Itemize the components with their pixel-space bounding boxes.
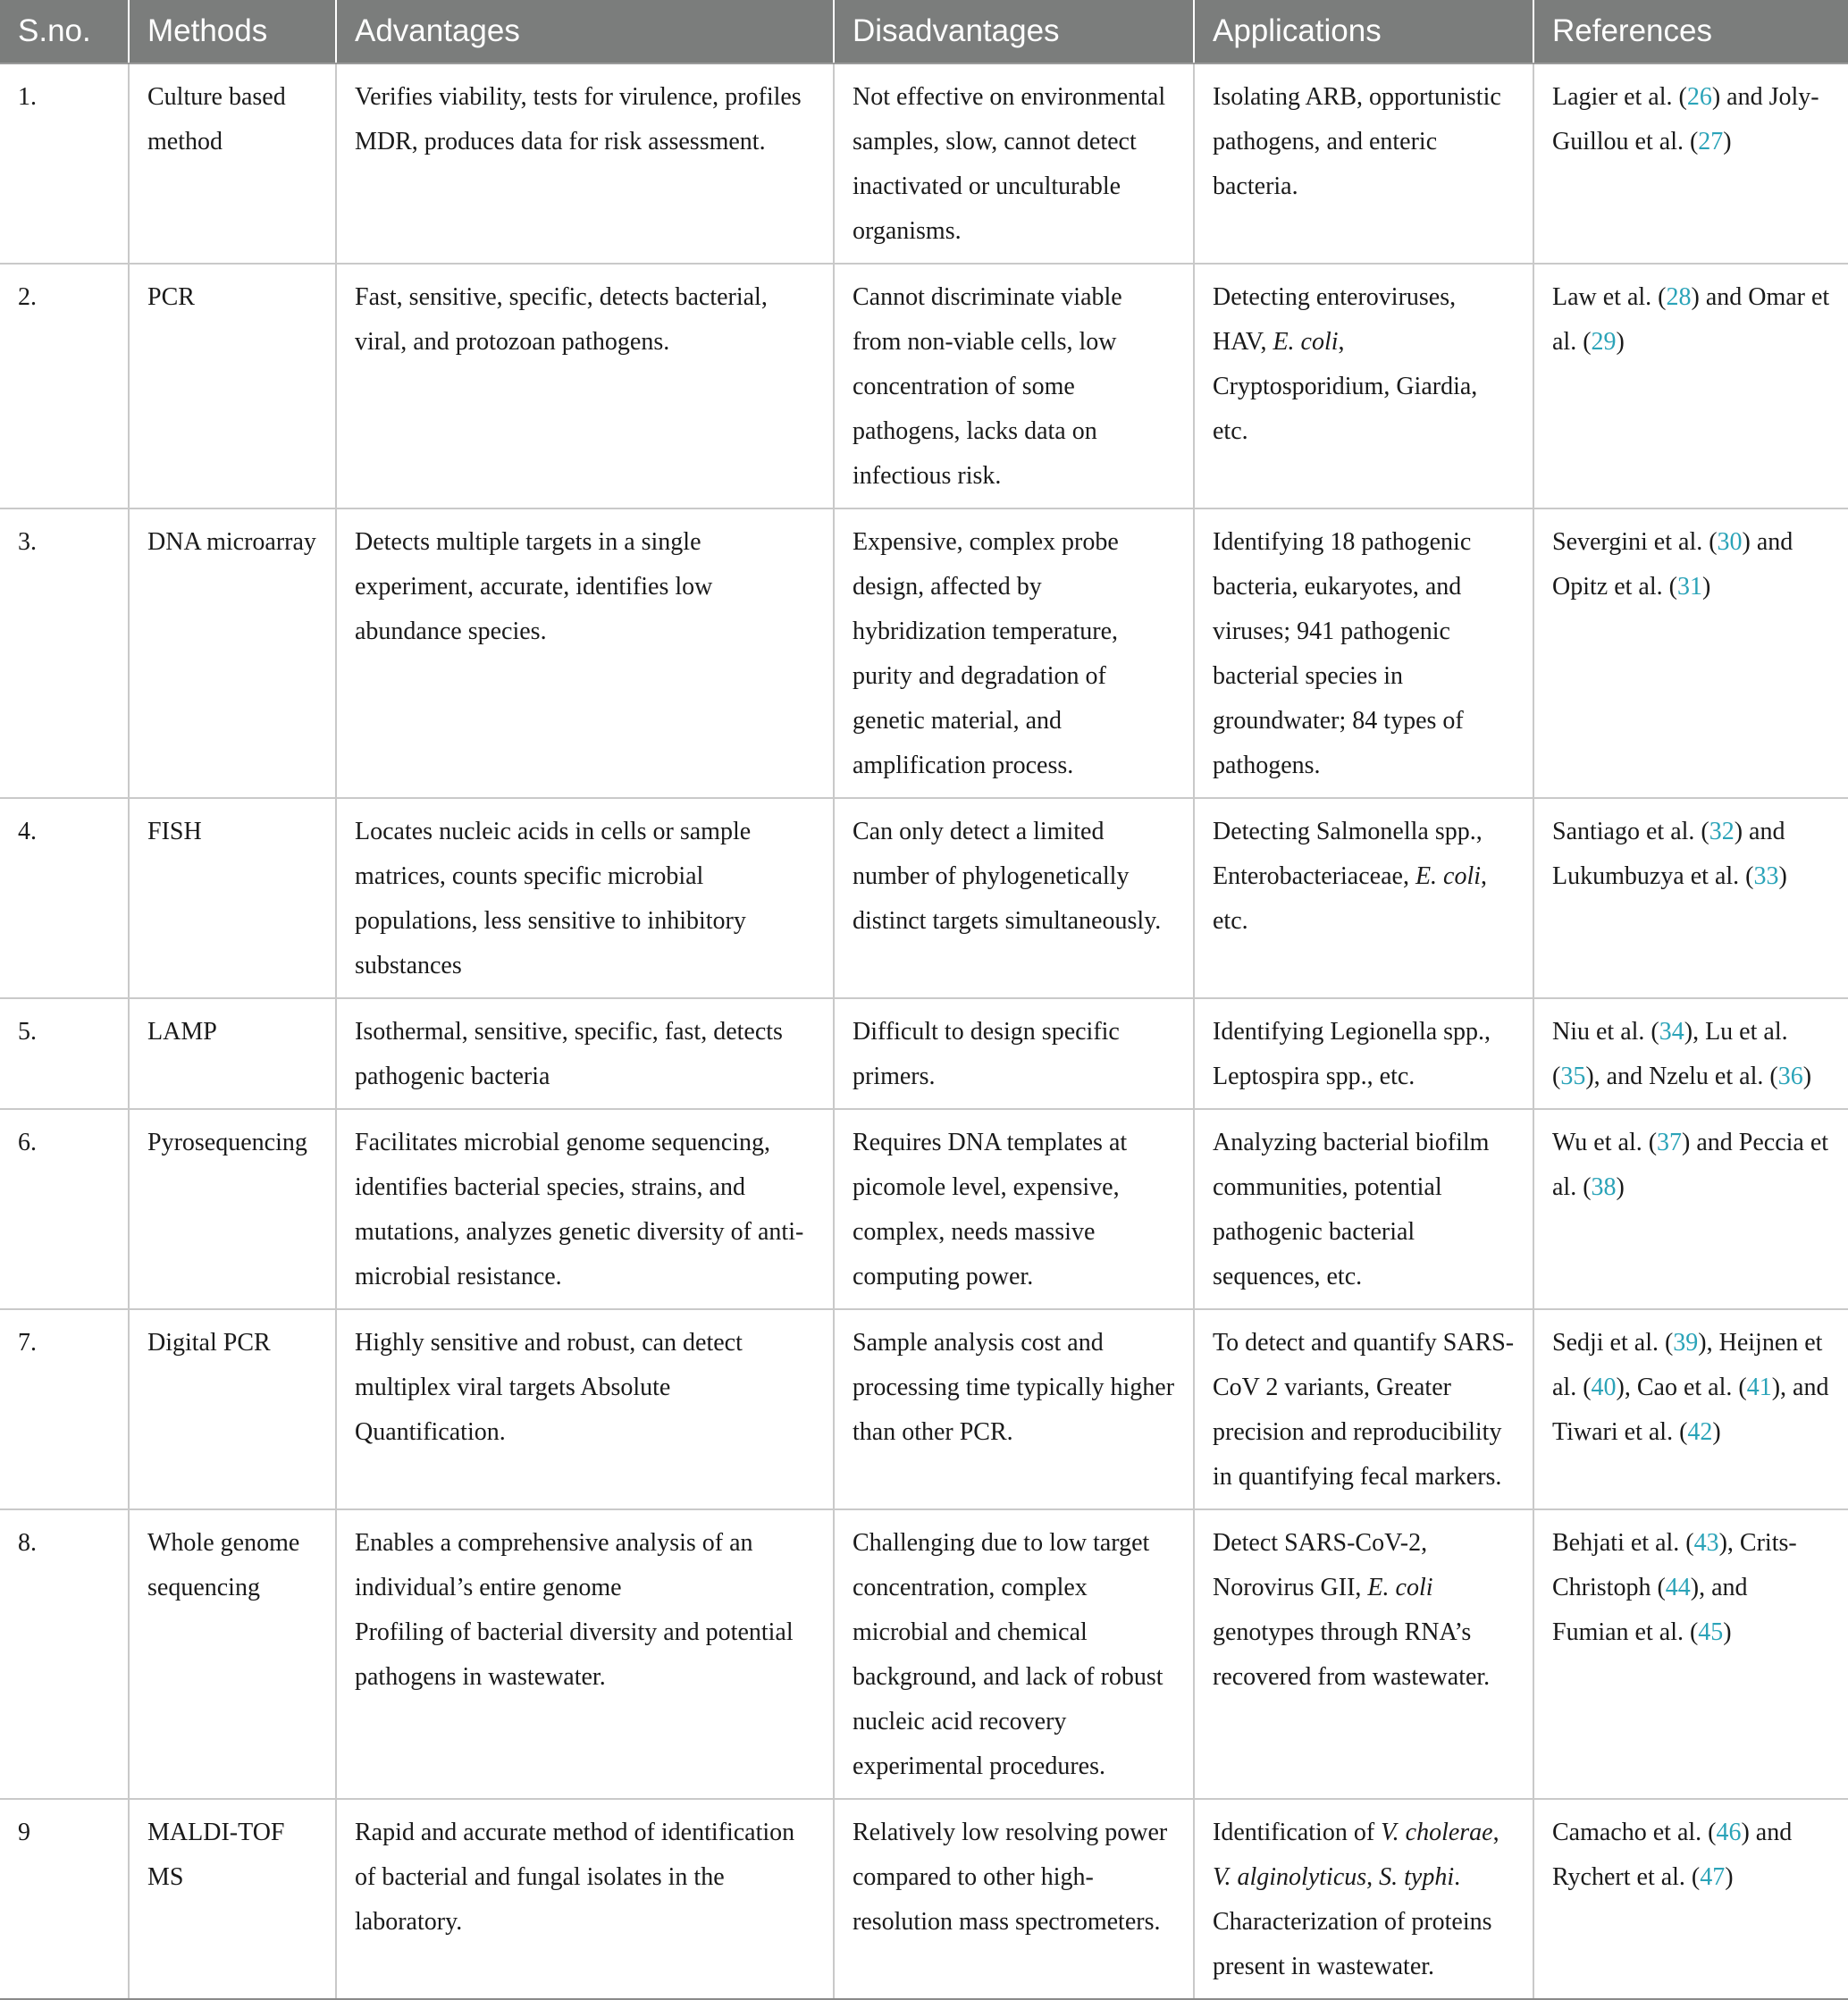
table-body <box>0 63 1848 1999</box>
cell-advantages: Fast, sensitive, specific, detects bacterial, viral, and protozoan pathogens. <box>336 264 834 508</box>
cell-applications <box>1194 1799 1533 1999</box>
cell-advantages: Isothermal, sensitive, specific, fast, detects pathogenic bacteria <box>336 998 834 1109</box>
reference-text: ), and Nzelu et al. ( <box>1585 1063 1778 1090</box>
application-text: Detect SARS-CoV-2, Norovirus GII, <box>1213 1529 1428 1601</box>
cell-disadvantages: Not effective on environmental samples, slow, cannot detect inactivated or unculturable organisms. <box>834 63 1194 264</box>
cell-disadvantages: Cannot discriminate viable from non-viable cells, low concentration of some pathogens, lacks data on infectious risk. <box>834 264 1194 508</box>
reference-text: ), Cao et al. ( <box>1616 1374 1747 1401</box>
application-text: Identifying Legionella spp., Leptospira spp., etc. <box>1213 1018 1491 1090</box>
cell-method: PCR <box>129 264 336 508</box>
cell-applications <box>1194 1309 1533 1509</box>
table-row <box>0 1309 1848 1509</box>
species-name: V. cholerae <box>1381 1819 1493 1846</box>
cell-references <box>1533 998 1848 1109</box>
cell-disadvantages: Challenging due to low target concentration, complex microbial and chemical background, and lack of robust nucleic acid recovery experimental procedures. <box>834 1509 1194 1799</box>
application-text: genotypes through RNA’s recovered from wastewater. <box>1213 1618 1491 1691</box>
cell-applications <box>1194 798 1533 998</box>
reference-text: ), and Fumian et al. ( <box>1552 1574 1748 1646</box>
application-text: . Characterization of proteins present in wastewater. <box>1213 1863 1492 1980</box>
reference-text: Sedji et al. ( <box>1552 1329 1674 1357</box>
cell-sno: 8. <box>0 1509 129 1799</box>
cell-references <box>1533 63 1848 264</box>
cell-sno: 5. <box>0 998 129 1109</box>
table-row <box>0 1109 1848 1309</box>
cell-applications <box>1194 1509 1533 1799</box>
reference-link[interactable]: 38 <box>1591 1173 1617 1201</box>
application-text: Analyzing bacterial biofilm communities, potential pathogenic bacterial sequences, etc. <box>1213 1129 1490 1290</box>
reference-link[interactable]: 28 <box>1666 283 1692 311</box>
cell-advantages: Highly sensitive and robust, can detect multiplex viral targets Absolute Quantification. <box>336 1309 834 1509</box>
table-row <box>0 798 1848 998</box>
header-disadvantages: Disadvantages <box>834 0 1194 63</box>
application-text: , <box>1492 1819 1499 1846</box>
reference-link[interactable]: 29 <box>1591 328 1617 356</box>
application-text: Identifying 18 pathogenic bacteria, eukaryotes, and viruses; 941 pathogenic bacterial species in groundwater; 84 types of pathogens. <box>1213 528 1472 779</box>
cell-references <box>1533 508 1848 798</box>
reference-text: ) <box>1701 573 1711 601</box>
species-name: E. coli <box>1273 328 1339 356</box>
reference-text: ) and Omar et al. ( <box>1552 283 1830 356</box>
reference-text: ) and Opitz et al. ( <box>1552 528 1793 601</box>
cell-advantages: Verifies viability, tests for virulence, profiles MDR, produces data for risk assessment. <box>336 63 834 264</box>
reference-text: ) and Rychert et al. ( <box>1552 1819 1793 1891</box>
reference-text: Santiago et al. ( <box>1552 818 1709 845</box>
cell-references <box>1533 1309 1848 1509</box>
cell-method: LAMP <box>129 998 336 1109</box>
application-text: Identification of <box>1213 1819 1382 1846</box>
cell-advantages: Locates nucleic acids in cells or sample matrices, counts specific microbial populations, less sensitive to inhibitory substances <box>336 798 834 998</box>
reference-link[interactable]: 34 <box>1659 1018 1684 1046</box>
cell-sno: 7. <box>0 1309 129 1509</box>
reference-text: ) and Peccia et al. ( <box>1552 1129 1829 1201</box>
reference-text: Law et al. ( <box>1552 283 1667 311</box>
table-row <box>0 998 1848 1109</box>
cell-sno: 1. <box>0 63 129 264</box>
reference-link[interactable]: 32 <box>1709 818 1735 845</box>
species-name: E. coli <box>1415 862 1482 890</box>
header-references: References <box>1533 0 1848 63</box>
reference-text: ) <box>1616 328 1625 356</box>
reference-link[interactable]: 33 <box>1753 862 1779 890</box>
reference-link[interactable]: 27 <box>1698 128 1724 155</box>
cell-method: DNA microarray <box>129 508 336 798</box>
cell-disadvantages: Expensive, complex probe design, affected by hybridization temperature, purity and degradation of genetic material, and amplification process. <box>834 508 1194 798</box>
reference-text: ), and Tiwari et al. ( <box>1552 1374 1829 1446</box>
cell-references <box>1533 1509 1848 1799</box>
reference-link[interactable]: 44 <box>1665 1574 1691 1601</box>
reference-link[interactable]: 30 <box>1717 528 1743 556</box>
table-header <box>0 0 1848 63</box>
reference-link[interactable]: 35 <box>1560 1063 1586 1090</box>
header-sno: S.no. <box>0 0 129 63</box>
cell-advantages: Rapid and accurate method of identification of bacterial and fungal isolates in the laboratory. <box>336 1799 834 1999</box>
species-name: V. alginolyticus <box>1213 1863 1367 1891</box>
cell-method: MALDI-TOF MS <box>129 1799 336 1999</box>
header-methods: Methods <box>129 0 336 63</box>
table-row <box>0 1799 1848 1999</box>
reference-text: ), Heijnen et al. ( <box>1552 1329 1823 1401</box>
reference-text: ) <box>1723 1618 1732 1646</box>
cell-applications <box>1194 63 1533 264</box>
header-applications: Applications <box>1194 0 1533 63</box>
application-text: , <box>1366 1863 1380 1891</box>
reference-text: ) <box>1712 1418 1721 1446</box>
cell-sno: 4. <box>0 798 129 998</box>
application-text: Isolating ARB, opportunistic pathogens, and enteric bacteria. <box>1213 83 1501 200</box>
reference-text: ) <box>1723 128 1732 155</box>
cell-disadvantages: Difficult to design specific primers. <box>834 998 1194 1109</box>
reference-link[interactable]: 37 <box>1657 1129 1683 1156</box>
species-name: S. typhi <box>1379 1863 1455 1891</box>
reference-link[interactable]: 31 <box>1676 573 1702 601</box>
cell-sno: 9 <box>0 1799 129 1999</box>
reference-link[interactable]: 45 <box>1698 1618 1724 1646</box>
species-name: E. coli <box>1367 1574 1433 1601</box>
table-row <box>0 264 1848 508</box>
reference-link[interactable]: 43 <box>1693 1529 1719 1557</box>
reference-link[interactable]: 39 <box>1673 1329 1699 1357</box>
reference-link[interactable]: 47 <box>1700 1863 1726 1891</box>
cell-applications <box>1194 264 1533 508</box>
reference-text: Camacho et al. ( <box>1552 1819 1717 1846</box>
reference-text: Severgini et al. ( <box>1552 528 1718 556</box>
reference-text: ), Lu et al. ( <box>1552 1018 1788 1090</box>
application-text: To detect and quantify SARS-CoV 2 variants, Greater precision and reproducibility in quantifying fecal markers. <box>1213 1329 1515 1491</box>
cell-advantages: Facilitates microbial genome sequencing, identifies bacterial species, strains, and mutations, analyzes genetic diversity of anti-microbial resistance. <box>336 1109 834 1309</box>
reference-link[interactable]: 26 <box>1686 83 1712 111</box>
reference-text: ), Crits-Christoph ( <box>1552 1529 1797 1601</box>
reference-link[interactable]: 41 <box>1746 1374 1772 1401</box>
reference-link[interactable]: 46 <box>1716 1819 1742 1846</box>
cell-method: FISH <box>129 798 336 998</box>
reference-link[interactable]: 40 <box>1591 1374 1617 1401</box>
reference-text: ) and Lukumbuzya et al. ( <box>1552 818 1785 890</box>
application-text: Detecting Salmonella spp., Enterobacteriaceae, <box>1213 818 1483 890</box>
cell-references <box>1533 264 1848 508</box>
application-text: Detecting enteroviruses, HAV, <box>1213 283 1457 356</box>
cell-sno: 6. <box>0 1109 129 1309</box>
cell-references <box>1533 798 1848 998</box>
reference-link[interactable]: 42 <box>1687 1418 1713 1446</box>
table-row <box>0 1509 1848 1799</box>
reference-link[interactable]: 36 <box>1777 1063 1803 1090</box>
table-row <box>0 63 1848 264</box>
reference-text: ) <box>1802 1063 1812 1090</box>
cell-method: Whole genome sequencing <box>129 1509 336 1799</box>
header-row <box>0 0 1848 63</box>
cell-advantages: Enables a comprehensive analysis of an individual’s entire genome Profiling of bacterial diversity and potential pathogens in wastewater. <box>336 1509 834 1799</box>
reference-text: ) <box>1616 1173 1625 1201</box>
cell-applications <box>1194 998 1533 1109</box>
cell-method: Culture based method <box>129 63 336 264</box>
cell-disadvantages: Requires DNA templates at picomole level, expensive, complex, needs massive computing power. <box>834 1109 1194 1309</box>
cell-references <box>1533 1799 1848 1999</box>
cell-sno: 3. <box>0 508 129 798</box>
cell-references <box>1533 1109 1848 1309</box>
reference-text: ) and Joly-Guillou et al. ( <box>1552 83 1819 155</box>
cell-applications <box>1194 508 1533 798</box>
header-advantages: Advantages <box>336 0 834 63</box>
reference-text: Wu et al. ( <box>1552 1129 1658 1156</box>
reference-text: Lagier et al. ( <box>1552 83 1687 111</box>
reference-text: Niu et al. ( <box>1552 1018 1659 1046</box>
cell-disadvantages: Relatively low resolving power compared to other high-resolution mass spectrometers. <box>834 1799 1194 1999</box>
cell-sno: 2. <box>0 264 129 508</box>
application-text: , Cryptosporidium, Giardia, etc. <box>1213 328 1478 445</box>
reference-text: ) <box>1778 862 1787 890</box>
cell-method: Digital PCR <box>129 1309 336 1509</box>
cell-disadvantages: Can only detect a limited number of phylogenetically distinct targets simultaneously. <box>834 798 1194 998</box>
table-row <box>0 508 1848 798</box>
cell-method: Pyrosequencing <box>129 1109 336 1309</box>
reference-text: Behjati et al. ( <box>1552 1529 1694 1557</box>
cell-applications <box>1194 1109 1533 1309</box>
cell-disadvantages: Sample analysis cost and processing time typically higher than other PCR. <box>834 1309 1194 1509</box>
reference-text: ) <box>1725 1863 1734 1891</box>
cell-advantages: Detects multiple targets in a single experiment, accurate, identifies low abundance species. <box>336 508 834 798</box>
application-text: , etc. <box>1213 862 1488 935</box>
